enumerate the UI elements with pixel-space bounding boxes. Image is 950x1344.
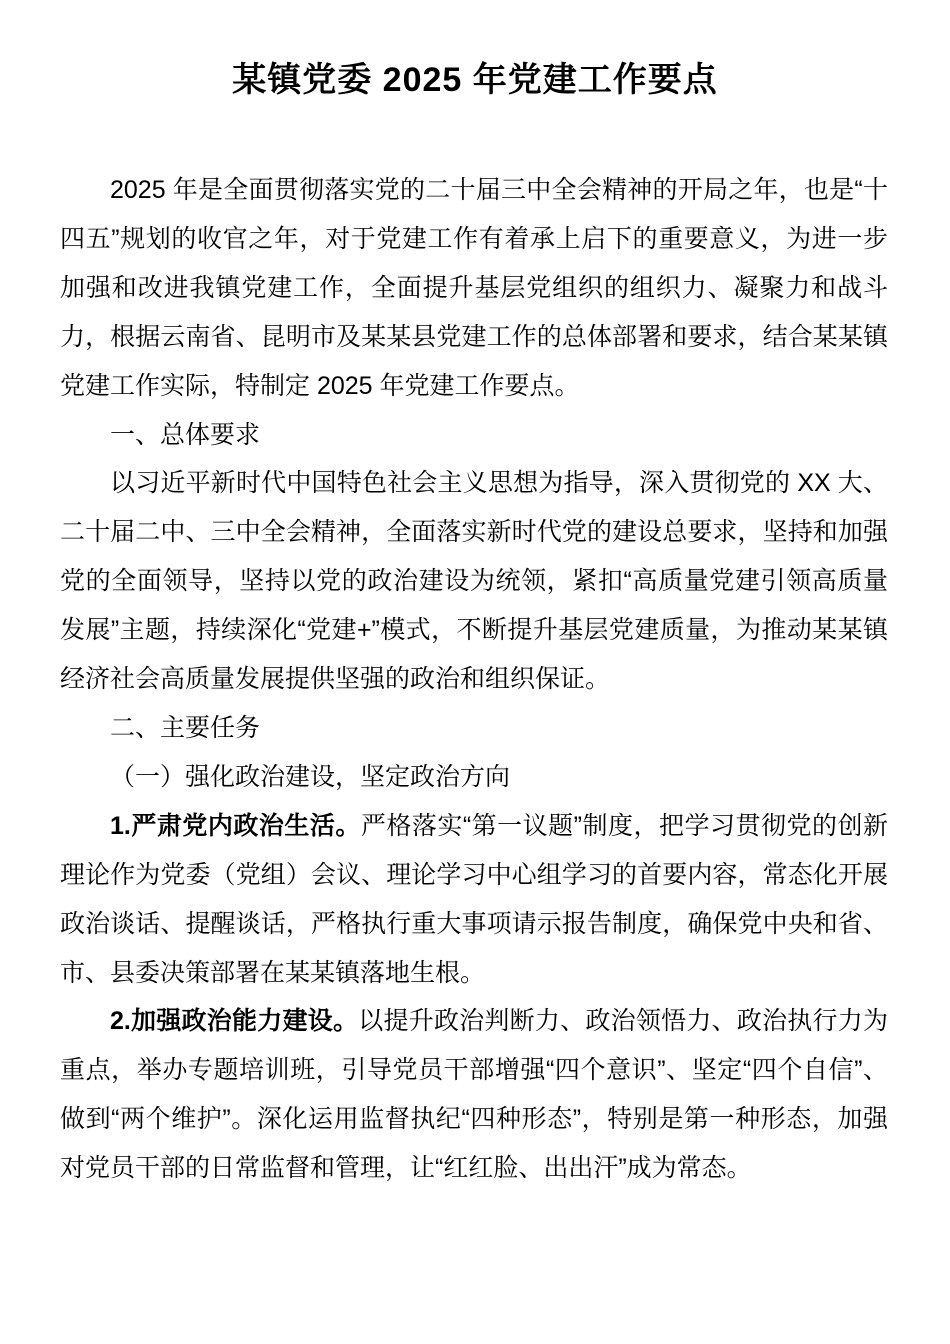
subheading-text: （一）强化政治建设，坚定政治方向: [110, 762, 511, 791]
document-title: 某镇党委 2025 年党建工作要点: [232, 61, 718, 99]
heading-text: 二、主要任务: [110, 713, 261, 742]
paragraph-task-1: [60, 802, 888, 998]
paragraph-text: 以习近平新时代中国特色社会主义思想为指导，深入贯彻党的 XX 大、二十届二中、三中全会精神，全面落实新时代党的建设总要求，坚持和加强党的全面领导，坚持以党的政治建设为统领，紧扣“高质量党建引领高质量发展”主题，持续深化“党建+”模式，不断提升基层党建质量，为推动某某镇经济社会高质量发展提供坚强的政治和组织保证。: [60, 469, 888, 694]
subheading-political-construction: [60, 753, 888, 802]
paragraph-overall-requirements: [60, 459, 888, 704]
paragraph-task-2: [60, 997, 888, 1193]
paragraph-text: 以提升政治判断力、政治领悟力、政治执行力为重点，举办专题培训班，引导党员干部增强“四个意识”、坚定“四个自信”、做到“两个维护”。深化运用监督执纪“四种形态”，特别是第一种形态，加强对党员干部的日常监督和管理，让“红红脸、出出汗”成为常态。: [60, 1007, 888, 1183]
heading-main-tasks: [60, 704, 888, 753]
heading-text: 一、总体要求: [110, 420, 261, 449]
document-body: [60, 166, 888, 1193]
paragraph-lead-bold: 1.严肃党内政治生活。: [110, 811, 361, 840]
paragraph-intro: [60, 166, 888, 411]
paragraph-lead-bold: 2.加强政治能力建设。: [110, 1007, 359, 1036]
paragraph-text: 2025 年是全面贯彻落实党的二十届三中全会精神的开局之年，也是“十四五”规划的收官之年，对于党建工作有着承上启下的重要意义，为进一步加强和改进我镇党建工作，全面提升基层党组织的组织力、凝聚力和战斗力，根据云南省、昆明市及某某县党建工作的总体部署和要求，结合某某镇党建工作实际，特制定 2025 年党建工作要点。: [60, 176, 888, 400]
heading-overall-requirements: [60, 411, 888, 460]
paragraph-text: 严格落实“第一议题”制度，把学习贯彻党的创新理论作为党委（党组）会议、理论学习中心组学习的首要内容，常态化开展政治谈话、提醒谈话，严格执行重大事项请示报告制度，确保党中央和省、市、县委决策部署在某某镇落地生根。: [60, 811, 889, 987]
